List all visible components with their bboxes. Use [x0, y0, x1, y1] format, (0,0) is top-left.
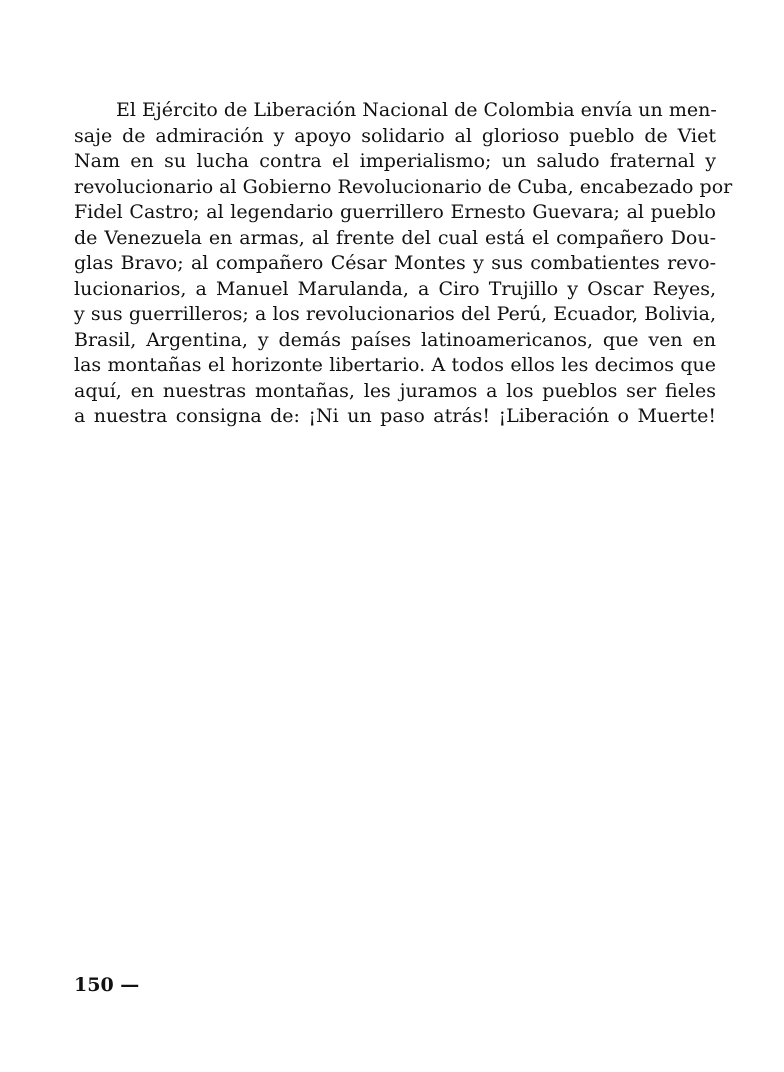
paragraph-line-5: Fidel Castro; al legendario guerrillero Ernesto Guevara; al pueblo: [74, 201, 716, 223]
page-number: 150 —: [74, 974, 140, 996]
paragraph-line-13: a nuestra consigna de: ¡Ni un paso atrás! ¡Liberación o Muerte!: [74, 405, 716, 427]
body-paragraph: [74, 98, 733, 430]
paragraph-line-6: de Venezuela en armas, al frente del cual está el compañero Dou-: [74, 226, 716, 249]
paragraph-line-12: aquí, en nuestras montañas, les juramos a los pueblos ser fieles: [74, 379, 716, 402]
paragraph-line-9: y sus guerrilleros; a los revolucionarios del Perú, Ecuador, Bolivia,: [74, 303, 716, 325]
paragraph-line-8: lucionarios, a Manuel Marulanda, a Ciro Trujillo y Oscar Reyes,: [74, 277, 716, 300]
paragraph-line-4: revolucionario al Gobierno Revolucionario de Cuba, encabezado por: [74, 175, 733, 198]
paragraph-line-10: Brasil, Argentina, y demás países latinoamericanos, que ven en: [74, 328, 716, 351]
paragraph-line-3: Nam en su lucha contra el imperialismo; un saludo fraternal y: [74, 150, 716, 172]
paragraph-line-2: saje de admiración y apoyo solidario al glorioso pueblo de Viet: [74, 124, 716, 147]
paragraph-line-11: las montañas el horizonte libertario. A todos ellos les decimos que: [74, 354, 716, 376]
paragraph-line-7: glas Bravo; al compañero César Montes y sus combatientes revo-: [74, 252, 716, 274]
paragraph-line-1: El Ejército de Liberación Nacional de Colombia envía un men-: [116, 99, 717, 121]
